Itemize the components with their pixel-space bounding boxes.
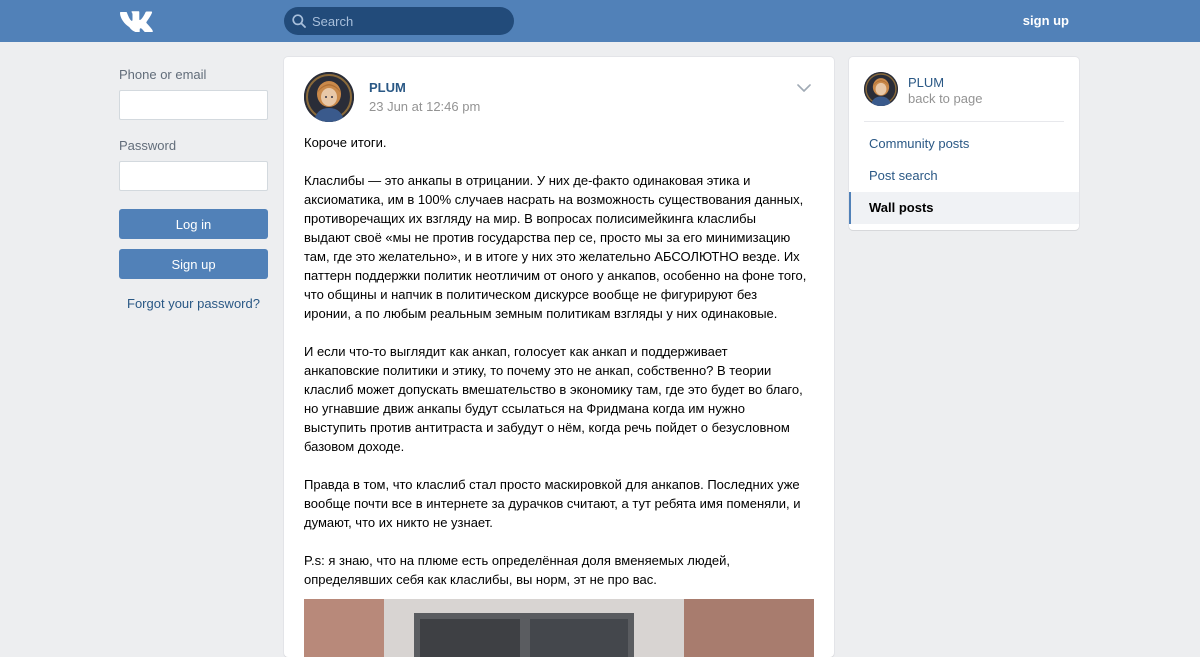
avatar-illustration: [864, 72, 898, 106]
avatar-illustration: [304, 72, 354, 122]
back-to-page-link[interactable]: back to page: [908, 91, 983, 106]
page-sidebar: [849, 57, 1079, 230]
signup-button[interactable]: Sign up: [119, 249, 268, 279]
photo-image: [304, 599, 814, 657]
login-form: [119, 67, 268, 311]
menu-item-community-posts[interactable]: Community posts: [869, 136, 970, 151]
password-label: Password: [119, 138, 177, 153]
sidebar-page-name[interactable]: PLUM: [908, 75, 945, 90]
vk-logo-icon[interactable]: [119, 10, 153, 32]
phone-label: Phone or email: [119, 67, 207, 82]
wall-post: [284, 57, 834, 657]
sidebar-menu: [849, 128, 1079, 224]
sidebar-avatar[interactable]: [864, 72, 898, 106]
search-icon: [292, 14, 306, 28]
login-button[interactable]: Log in: [119, 209, 268, 239]
phone-email-input[interactable]: [119, 90, 268, 120]
post-text: Короче итоги. Класлибы — это анкапы в отрицании. У них де-факто одинаковая этика и аксиоматика, им в 100% случаев насрать на возможность существования данных, противоречащих их взгляду на мир. В вопросах полисимейкинга класлибы выдают своё «мы не против государства пер се, просто мы за его минимизацию там, где это желательно», и в итоге у них это желательно АБСОЛЮТНО везде. Их паттерн поддержки политик неотличим от оного у анкапов, особенно на фоне того, что общины и напчик в политическом дискурсе вообще не фигурируют без иронии, а по любым реальным земным политикам взгляды у них одинаковые. И если что-то выглядит как анкап, голосует как анкап и поддерживает анкаповские политики и этику, то почему это не анкап, собственно? В теории класлиб может допускать вмешательство в экономику там, где это будет во благо, но угнавшие движ анкапы будут ссылаться на Фридмана когда им нужно выступить против антитраста и забудут о нём, когда речь пойдет о безусловном базовом доходе. Правда в том, что класлиб стал просто маскировкой для анкапов. Последних уже вообще почти все в интернете за дурачков считают, а тут ребята имя поменяли, и думают, что их никто не узнает. P.s: я знаю, что на плюме есть определённая доля вменяемых людей, определявших себя как класлибы, вы норм, эт не про вас.: [304, 135, 807, 587]
search-input[interactable]: [312, 7, 502, 35]
password-input[interactable]: [119, 161, 268, 191]
search-box[interactable]: [284, 7, 514, 35]
menu-item-post-search[interactable]: Post search: [869, 168, 938, 183]
header-signup-link[interactable]: sign up: [1022, 13, 1069, 28]
chevron-down-icon[interactable]: [797, 83, 811, 93]
post-photo[interactable]: [304, 599, 814, 657]
divider: [864, 121, 1064, 122]
post-date[interactable]: 23 Jun at 12:46 pm: [369, 99, 481, 114]
top-bar: [0, 0, 1200, 42]
menu-item-wall-posts[interactable]: Wall posts: [849, 192, 1079, 224]
post-author-link[interactable]: PLUM: [369, 80, 406, 95]
author-avatar[interactable]: [304, 72, 354, 122]
forgot-password-link[interactable]: Forgot your password?: [127, 296, 260, 311]
